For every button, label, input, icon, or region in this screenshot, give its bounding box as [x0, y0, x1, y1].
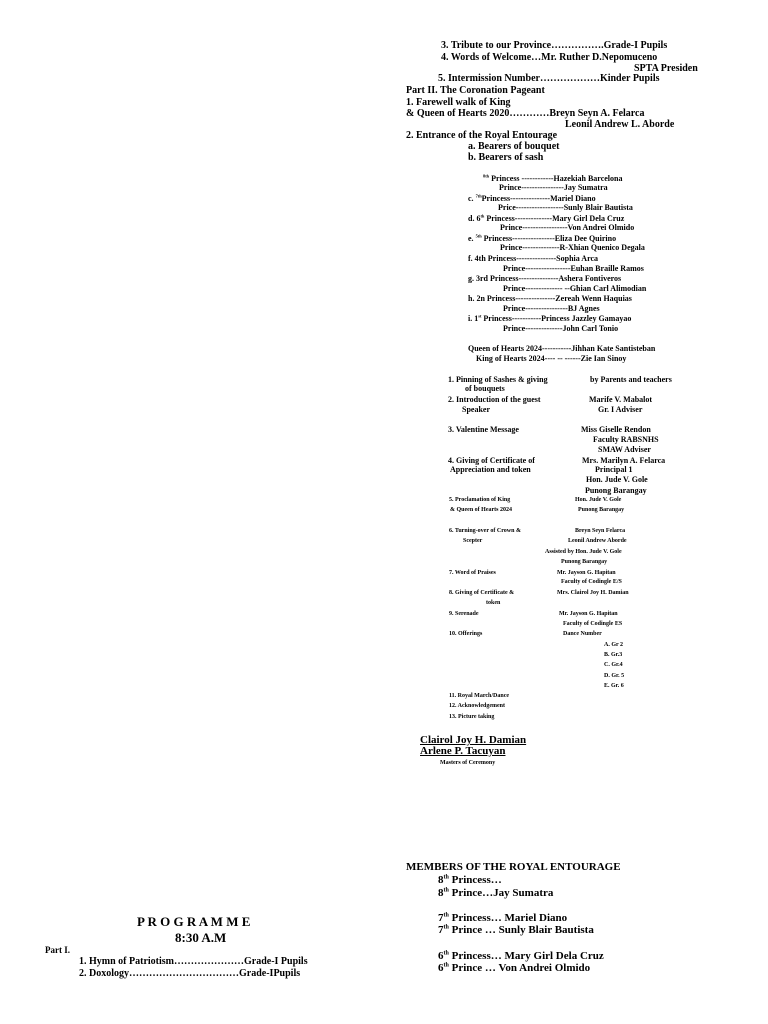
emcee-name-1: Clairol Joy H. Damian: [420, 734, 527, 746]
intro-speaker-item: 2. Introduction of the guest: [448, 395, 541, 404]
certificate-item-cont: Appreciation and token: [450, 465, 531, 474]
entourage-prince-8: Prince----------------Jay Sumatra: [499, 183, 608, 192]
entourage-princess-5: e. $^{5th}$ Princess----------------Eliza Dee Quirino: [468, 233, 617, 243]
proclamation-item-cont: & Queen of Hearts 2024: [450, 507, 512, 513]
turnover-item: 6. Turning-over of Crown &: [449, 528, 521, 534]
member-line: 7th Princess… Mariel Diano: [438, 912, 568, 924]
farewell-line-2: & Queen of Hearts 2020…………Breyn Seyn A. Felarca: [406, 108, 645, 119]
member-line: 8th Princess…: [438, 874, 502, 886]
grade-item: D. Gr. 5: [604, 673, 625, 679]
programme-item-2: 2. Doxology……………………………Grade-IPupils: [79, 968, 301, 979]
certificate-token-cont: token: [486, 600, 501, 606]
grade-item: A. Gr 2: [604, 642, 624, 648]
entourage-princess-7: c. $^{7th}$Princess---------------Mariel Diano: [468, 193, 596, 203]
part2-heading: Part II. The Coronation Pageant: [406, 85, 545, 96]
proclamation-role: Punong Barangay: [578, 507, 625, 513]
pinning-by: by Parents and teachers: [590, 375, 672, 384]
praises-name: Mr. Jayson G. Hapitan: [557, 570, 616, 576]
entourage-prince-6: Prince-----------------Von Andrei Olmido: [500, 223, 635, 232]
king-2024: King of Hearts 2024---- -- ------Zie Ian Sinoy: [476, 354, 627, 363]
entourage-princess-8: $^{8th}$ Princess ------------Hazekiah Barcelona: [483, 173, 623, 183]
grade-item: E. Gr. 6: [604, 683, 624, 689]
valentine-item: 3. Valentine Message: [448, 425, 519, 434]
royal-march-item: 11. Royal March/Dance: [449, 693, 510, 699]
part1-heading: Part I.: [45, 945, 70, 955]
programme-title: P R O G R A M M E: [137, 914, 251, 929]
turnover-role: Punong Barangay: [561, 559, 608, 565]
entourage-princess-6: d. 6th Princess--------------Mary Girl Dela Cruz: [468, 213, 625, 223]
certificate-name-1: Mrs. Marilyn A. Felarca: [582, 456, 666, 465]
tribute-item: 3. Tribute to our Province…………….Grade-I Pupils: [441, 40, 668, 51]
queen-2024: Queen of Hearts 2024-----------Jihhan Kate Santisteban: [468, 344, 656, 353]
turnover-assisted: Assisted by Hon. Jude V. Gole: [545, 549, 622, 555]
grade-item: C. Gr.4: [604, 662, 623, 668]
entrance-heading: 2. Entrance of the Royal Entourage: [406, 130, 558, 141]
entourage-princess-3: g. 3rd Princess---------------Ashera Fontiveros: [468, 274, 622, 283]
entourage-princess-4: f. 4th Princess---------------Sophia Arca: [468, 254, 599, 263]
certificate-name-2: Hon. Jude V. Gole: [586, 475, 648, 484]
member-line: 7th Prince … Sunly Blair Bautista: [438, 924, 594, 936]
certificate-role-1: Principal 1: [595, 465, 633, 474]
serenade-name: Mr. Jayson G. Hapitan: [559, 611, 618, 617]
acknowledgement-item: 12. Acknowledgement: [449, 703, 505, 709]
proclamation-item: 5. Proclamation of King: [449, 497, 511, 503]
intro-speaker-cont: Speaker: [462, 405, 490, 414]
entourage-prince-7: Price------------------Sunly Blair Bautista: [498, 203, 633, 212]
programme-time: 8:30 A.M: [175, 930, 227, 945]
picture-taking-item: 13. Picture taking: [449, 714, 495, 720]
programme-item-1: 1. Hymn of Patriotism…………………Grade-I Pupils: [79, 956, 308, 967]
praises-role: Faculty of Codingle E/S: [561, 579, 622, 585]
offerings-dance: Dance Number: [563, 631, 602, 637]
praises-item: 7. Word of Praises: [449, 570, 496, 576]
welcome-item: 4. Words of Welcome…Mr. Ruther D.Nepomuceno: [441, 52, 658, 63]
proclamation-name: Hon. Jude V. Gole: [575, 497, 622, 503]
turnover-name-1: Breyn Seyn Felarca: [575, 528, 626, 534]
member-line: 6th Princess… Mary Girl Dela Cruz: [438, 950, 604, 962]
serenade-role: Faculty of Codingle ES: [563, 621, 623, 627]
valentine-name: Miss Giselle Rendon: [581, 425, 651, 434]
farewell-line-1: 1. Farewell walk of King: [406, 97, 511, 108]
welcome-org: SPTA Presiden: [634, 63, 698, 74]
entourage-prince-5: Prince--------------R-Xhian Quenico Degala: [500, 243, 645, 252]
entourage-princess-1: i. 1st Princess-----------Princess Jazzley Gamayao: [468, 313, 632, 323]
entourage-prince-1: Prince--------------John Carl Tonio: [503, 324, 619, 333]
intro-speaker-name: Marife V. Mabalot: [589, 395, 653, 404]
entourage-prince-2: Prince----------------BJ Agnes: [503, 304, 600, 313]
certificate-token-item: 8. Giving of Certificate &: [449, 590, 515, 596]
emcee-name-2: Arlene P. Tacuyan: [420, 745, 506, 757]
valentine-role-1: Faculty RABSNHS: [593, 435, 659, 444]
farewell-line-3: Leonil Andrew L. Aborde: [565, 119, 675, 130]
valentine-role-2: SMAW Adviser: [598, 445, 651, 454]
entourage-prince-4: Prince-----------------Euhan Braille Ramos: [503, 264, 644, 273]
certificate-token-name: Mrs. Clairol Joy H. Damian: [557, 590, 629, 596]
intro-speaker-role: Gr. I Adviser: [598, 405, 643, 414]
emcee-role: Masters of Ceremony: [440, 760, 496, 766]
bearers-bouquet: a. Bearers of bouquet: [468, 141, 560, 152]
entourage-prince-3: Prince-------------- --Ghian Carl Alimodian: [503, 284, 647, 293]
intermission-item: 5. Intermission Number………………Kinder Pupils: [438, 73, 660, 84]
member-line: 6th Prince … Von Andrei Olmido: [438, 962, 591, 974]
turnover-item-cont: Scepter: [463, 538, 483, 544]
bearers-sash: b. Bearers of sash: [468, 152, 544, 163]
entourage-princess-2: h. 2n Princess---------------Zereah Wenn Haquias: [468, 294, 632, 303]
grade-item: B. Gr.3: [604, 652, 623, 658]
pinning-item-cont: of bouquets: [465, 384, 505, 393]
offerings-item: 10. Offerings: [449, 631, 483, 637]
certificate-item: 4. Giving of Certificate of: [448, 456, 535, 465]
members-heading: MEMBERS OF THE ROYAL ENTOURAGE: [406, 861, 621, 873]
serenade-item: 9. Serenade: [449, 611, 479, 617]
certificate-role-2: Punong Barangay: [585, 486, 647, 495]
member-line: 8th Prince…Jay Sumatra: [438, 887, 554, 899]
pinning-item: 1. Pinning of Sashes & giving: [448, 375, 548, 384]
turnover-name-2: Leonil Andrew Aborde: [568, 538, 627, 544]
